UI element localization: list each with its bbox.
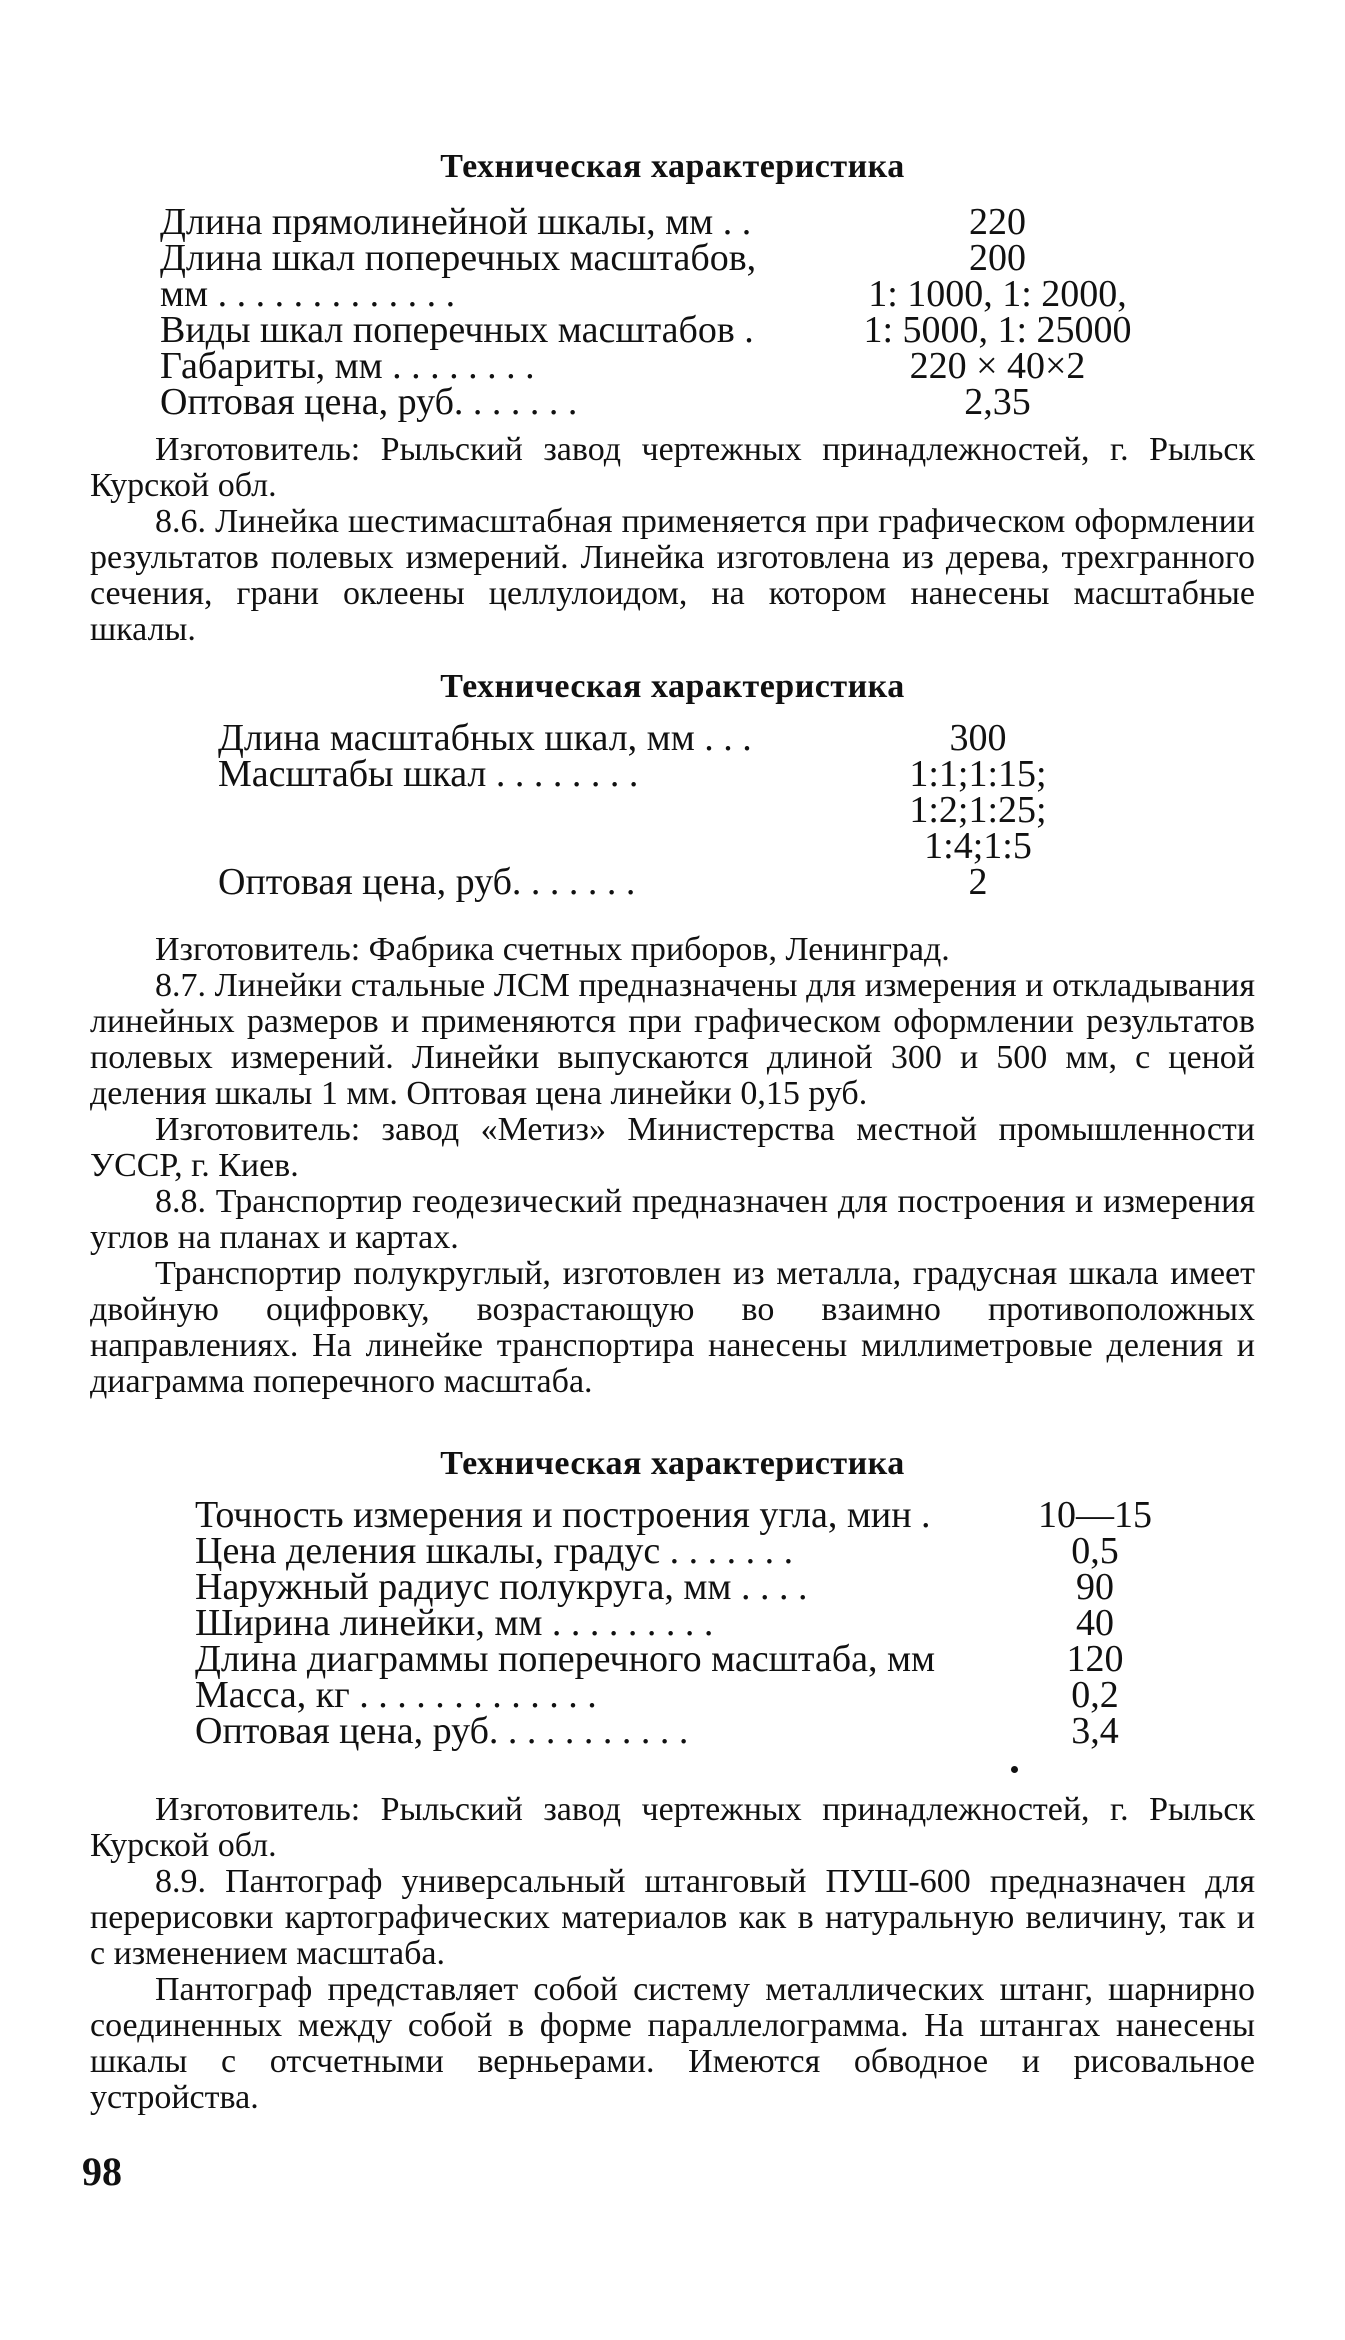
- section-8-9-text: 8.9. Пантограф универсальный штанговый ПУШ-600 предназначен для перерисовки картографических материалов как в натуральную величину, так и с изменением масштаба.: [90, 1863, 1255, 1972]
- spec-value: 1:1;1:15;: [909, 753, 1047, 795]
- spec-label: Оптовая цена, руб. . . . . . . . . . .: [195, 1710, 689, 1752]
- spec-value: 1:2;1:25;: [909, 789, 1047, 831]
- spec-label: Масса, кг . . . . . . . . . . . . .: [195, 1674, 597, 1716]
- spec-row: [218, 717, 1098, 759]
- spec-value: 220 × 40×2: [909, 345, 1086, 387]
- spec-row: [195, 1638, 1175, 1680]
- spec-row: [195, 1566, 1175, 1608]
- spec-row: [195, 1710, 1175, 1752]
- manufacturer-text: Изготовитель: Фабрика счетных приборов, Ленинград.: [155, 931, 950, 968]
- spec-label: Цена деления шкалы, градус . . . . . . .: [195, 1530, 794, 1572]
- spec-row: [195, 1530, 1175, 1572]
- section-8-7-text: 8.7. Линейки стальные ЛСМ предназначены для измерения и откладывания линейных размеров и применяются при графическом оформлении результатов полевых измерений. Линейки выпускаются длиной 300 и 500 мм, с ценой деления шкалы 1 мм. Оптовая цена линейки 0,15 руб.: [90, 967, 1255, 1112]
- manufacturer-text: Изготовитель: Рыльский завод чертежных принадлежностей, г. Рыльск Курской обл.: [90, 1791, 1255, 1864]
- spec-value: 10—15: [1038, 1494, 1152, 1536]
- spec-label: Оптовая цена, руб. . . . . . .: [218, 861, 636, 903]
- page-number: 98: [82, 2149, 122, 2194]
- spec-row: [218, 789, 1098, 831]
- spec-row: [160, 237, 1140, 279]
- spec-table-1: [160, 201, 1140, 423]
- spec-value: 300: [949, 717, 1007, 759]
- spec-value: 0,2: [1071, 1674, 1119, 1716]
- spec-row: [195, 1602, 1175, 1644]
- spec-table-2: [218, 717, 1098, 903]
- spec-heading-2: Техническая характеристика: [440, 668, 905, 705]
- spec-label: мм . . . . . . . . . . . . .: [160, 273, 456, 315]
- spec-label: Виды шкал поперечных масштабов .: [160, 309, 754, 351]
- spec-value: 2: [968, 861, 988, 903]
- spec-value: 200: [969, 237, 1026, 279]
- spec-heading-1: Техническая характеристика: [440, 148, 905, 185]
- spec-row: [218, 825, 1098, 867]
- spec-row: [218, 861, 1098, 903]
- spec-value: 40: [1076, 1602, 1114, 1644]
- spec-label: Длина шкал поперечных масштабов,: [160, 237, 757, 279]
- pantograph-description: Пантограф представляет собой систему металлических штанг, шарнирно соединенных между собой в форме параллелограмма. На штангах нанесены шкалы с отсчетными верньерами. Имеются обводное и рисовальное устройства.: [90, 1971, 1255, 2116]
- spec-row: [160, 273, 1140, 315]
- spec-row: [218, 753, 1098, 795]
- spec-value: 3,4: [1071, 1710, 1119, 1752]
- spec-value: 1: 1000, 1: 2000,: [868, 273, 1127, 315]
- manufacturer-text: Изготовитель: завод «Метиз» Министерства местной промышленности УССР, г. Киев.: [90, 1111, 1255, 1184]
- section-8-8-text: 8.8. Транспортир геодезический предназначен для построения и измерения углов на планах и картах.: [90, 1183, 1255, 1256]
- spec-row: [195, 1494, 1175, 1536]
- spec-row: [160, 381, 1140, 423]
- spec-label: Длина прямолинейной шкалы, мм . .: [160, 201, 752, 243]
- spec-value: 120: [1066, 1638, 1124, 1680]
- spec-value: 2,35: [964, 381, 1031, 423]
- spec-row: [160, 309, 1140, 351]
- text-block-2: [90, 932, 1255, 1400]
- spec-label: Длина диаграммы поперечного масштаба, мм: [195, 1638, 936, 1680]
- spec-label: Точность измерения и построения угла, мин .: [195, 1494, 931, 1536]
- spec-heading-3: Техническая характеристика: [440, 1445, 905, 1482]
- spec-row: [160, 345, 1140, 387]
- spec-row: [195, 1674, 1175, 1716]
- spec-label: Ширина линейки, мм . . . . . . . . .: [195, 1602, 714, 1644]
- text-block-3: [90, 1792, 1255, 2116]
- section-8-6-text: 8.6. Линейка шестимасштабная применяется при графическом оформлении результатов полевых измерений. Линейка изготовлена из дерева, трехгранного сечения, грани оклеены целлулоидом, на котором нанесены масштабные шкалы.: [90, 503, 1255, 648]
- spec-value: 0,5: [1071, 1530, 1119, 1572]
- spec-label: Наружный радиус полукруга, мм . . . .: [195, 1566, 808, 1608]
- spec-value: 90: [1076, 1566, 1114, 1608]
- manufacturer-text: Изготовитель: Рыльский завод чертежных принадлежностей, г. Рыльск Курской обл.: [90, 431, 1255, 504]
- spec-row: [160, 201, 1140, 243]
- protractor-description: Транспортир полукруглый, изготовлен из металла, градусная шкала имеет двойную оцифровку, возрастающую во взаимно противоположных направлениях. На линейке транспортира нанесены миллиметровые деления и диаграмма поперечного масштаба.: [90, 1255, 1255, 1400]
- spec-value: 1: 5000, 1: 25000: [863, 309, 1132, 351]
- spec-label: Масштабы шкал . . . . . . . .: [218, 753, 639, 795]
- spec-label: Габариты, мм . . . . . . . .: [160, 345, 535, 387]
- spec-value: 1:4;1:5: [924, 825, 1032, 867]
- text-block-1: [90, 432, 1255, 648]
- spec-table-3: [195, 1494, 1175, 1752]
- spec-label: Длина масштабных шкал, мм . . .: [218, 717, 752, 759]
- spec-value: 220: [969, 201, 1026, 243]
- spec-label: Оптовая цена, руб. . . . . . .: [160, 381, 578, 423]
- stray-print-mark: [1011, 1766, 1018, 1773]
